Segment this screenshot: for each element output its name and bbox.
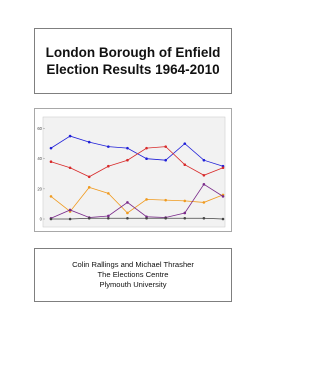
series-3-point-1 bbox=[69, 209, 72, 212]
series-4-point-0 bbox=[50, 218, 53, 221]
series-4-point-3 bbox=[107, 217, 110, 220]
y-tick-label-2: 40 bbox=[37, 156, 42, 162]
line-chart bbox=[35, 109, 233, 233]
series-0-point-6 bbox=[164, 159, 167, 162]
series-4-point-5 bbox=[145, 217, 148, 220]
series-1-point-7 bbox=[183, 163, 186, 166]
series-4-point-6 bbox=[164, 217, 167, 220]
series-0-point-0 bbox=[50, 147, 53, 150]
series-0-point-7 bbox=[183, 142, 186, 145]
series-2-point-6 bbox=[164, 199, 167, 202]
series-1-point-8 bbox=[203, 174, 206, 177]
series-1-point-0 bbox=[50, 160, 53, 163]
series-1-point-9 bbox=[222, 166, 225, 169]
series-1-point-1 bbox=[69, 166, 72, 169]
y-tick-label-3: 60 bbox=[37, 126, 42, 132]
series-4-point-7 bbox=[183, 217, 186, 220]
series-4-point-8 bbox=[203, 217, 206, 220]
series-1-point-2 bbox=[88, 175, 91, 178]
series-0-point-1 bbox=[69, 135, 72, 138]
series-2-point-5 bbox=[145, 198, 148, 201]
series-3-point-9 bbox=[222, 195, 225, 198]
series-4-point-1 bbox=[69, 218, 72, 221]
series-2-point-8 bbox=[203, 201, 206, 204]
series-0-point-3 bbox=[107, 145, 110, 148]
credit-university: Plymouth University bbox=[99, 280, 167, 289]
series-2-point-7 bbox=[183, 200, 186, 203]
series-4-point-4 bbox=[126, 217, 129, 220]
y-tick-label-0: 0 bbox=[39, 216, 42, 222]
series-4-point-9 bbox=[222, 218, 225, 221]
series-3-point-8 bbox=[203, 183, 206, 186]
series-2-point-3 bbox=[107, 192, 110, 195]
series-0-point-8 bbox=[203, 159, 206, 162]
title-line-1: London Borough of Enfield bbox=[45, 45, 221, 60]
series-1-point-5 bbox=[145, 147, 148, 150]
series-2-point-4 bbox=[126, 212, 129, 215]
y-tick-label-1: 20 bbox=[37, 186, 42, 192]
series-0-point-4 bbox=[126, 147, 129, 150]
credit-organisation: The Elections Centre bbox=[97, 270, 169, 279]
title-box bbox=[34, 28, 232, 94]
chart-box bbox=[34, 108, 232, 232]
title-line-2: Election Results 1964-2010 bbox=[46, 62, 220, 77]
series-3-point-4 bbox=[126, 201, 129, 204]
series-0-point-5 bbox=[145, 157, 148, 160]
credit-authors: Colin Rallings and Michael Thrasher bbox=[72, 260, 194, 269]
series-4-point-2 bbox=[88, 217, 91, 220]
series-3-point-3 bbox=[107, 215, 110, 218]
series-1-point-6 bbox=[164, 145, 167, 148]
series-0-point-2 bbox=[88, 141, 91, 144]
credit-box bbox=[34, 248, 232, 302]
series-1-point-4 bbox=[126, 159, 129, 162]
series-3-point-7 bbox=[183, 212, 186, 215]
series-1-point-3 bbox=[107, 165, 110, 168]
series-2-point-2 bbox=[88, 186, 91, 189]
series-2-point-0 bbox=[50, 195, 53, 198]
